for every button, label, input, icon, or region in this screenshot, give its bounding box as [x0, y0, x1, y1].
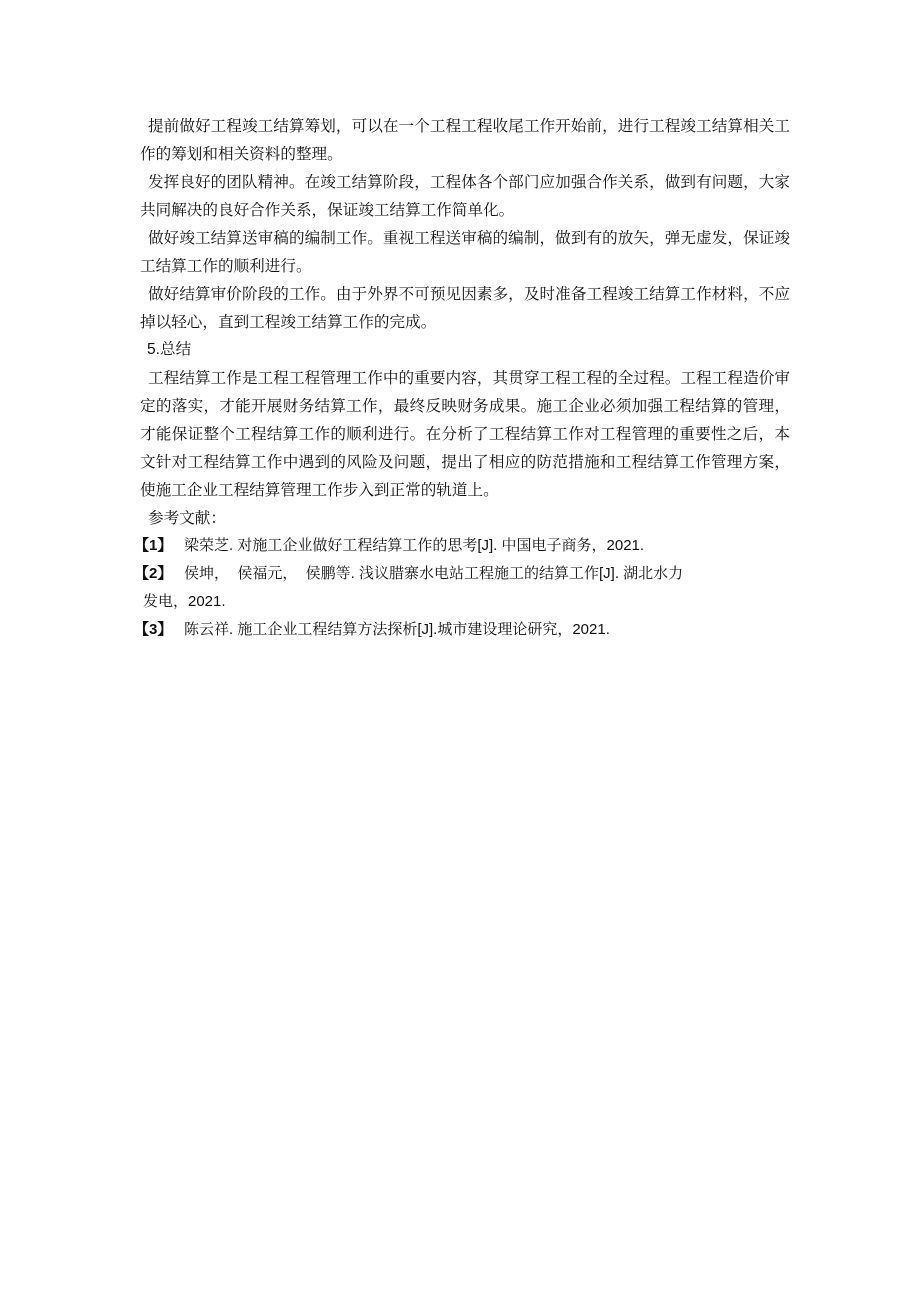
reference-text: 梁荣芝. 对施工企业做好工程结算工作的思考[J]. 中国电子商务，2021. — [184, 537, 645, 554]
reference-item-3 — [134, 616, 790, 644]
reference-continuation: 发电，2021. — [143, 593, 226, 610]
section-heading-summary: 5.总结 — [147, 341, 192, 358]
reference-text: 陈云祥. 施工企业工程结算方法探析[J].城市建设理论研究，2021. — [184, 621, 610, 638]
reference-item-2 — [134, 560, 790, 588]
reference-number: 【1】 — [134, 537, 173, 554]
paragraph-draft-preparation: 做好竣工结算送审稿的编制工作。重视工程送审稿的编制，做到有的放矢，弹无虚发，保证竣工结算工作的顺利进行。 — [140, 229, 790, 275]
reference-number: 【2】 — [134, 565, 173, 582]
document-body — [134, 112, 790, 644]
paragraph-audit-stage: 做好结算审价阶段的工作。由于外界不可预见因素多，及时准备工程竣工结算工作材料，不应掉以轻心，直到工程竣工结算工作的完成。 — [140, 285, 790, 331]
paragraph-summary: 工程结算工作是工程工程管理工作中的重要内容，其贯穿工程工程的全过程。工程工程造价审定的落实，才能开展财务结算工作，最终反映财务成果。施工企业必须加强工程结算的管理，才能保证整个工程结算工作的顺利进行。在分析了工程结算工作对工程管理的重要性之后，本文针对工程结算工作中遇到的风险及问题，提出了相应的防范措施和工程结算工作管理方案，使施工企业工程结算管理工作步入到正常的轨道上。 — [140, 369, 790, 499]
paragraph-planning: 提前做好工程竣工结算筹划，可以在一个工程工程收尾工作开始前，进行工程竣工结算相关工作的筹划和相关资料的整理。 — [140, 117, 790, 163]
reference-text: 侯坤， 侯福元， 侯鹏等. 浅议腊寨水电站工程施工的结算工作[J]. 湖北水力 — [184, 565, 684, 582]
paragraph-teamwork: 发挥良好的团队精神。在竣工结算阶段，工程体各个部门应加强合作关系，做到有问题，大家共同解决的良好合作关系，保证竣工结算工作简单化。 — [140, 173, 790, 219]
reference-item-1 — [134, 532, 790, 560]
reference-number: 【3】 — [134, 621, 173, 638]
references-title: 参考文献： — [148, 509, 226, 527]
